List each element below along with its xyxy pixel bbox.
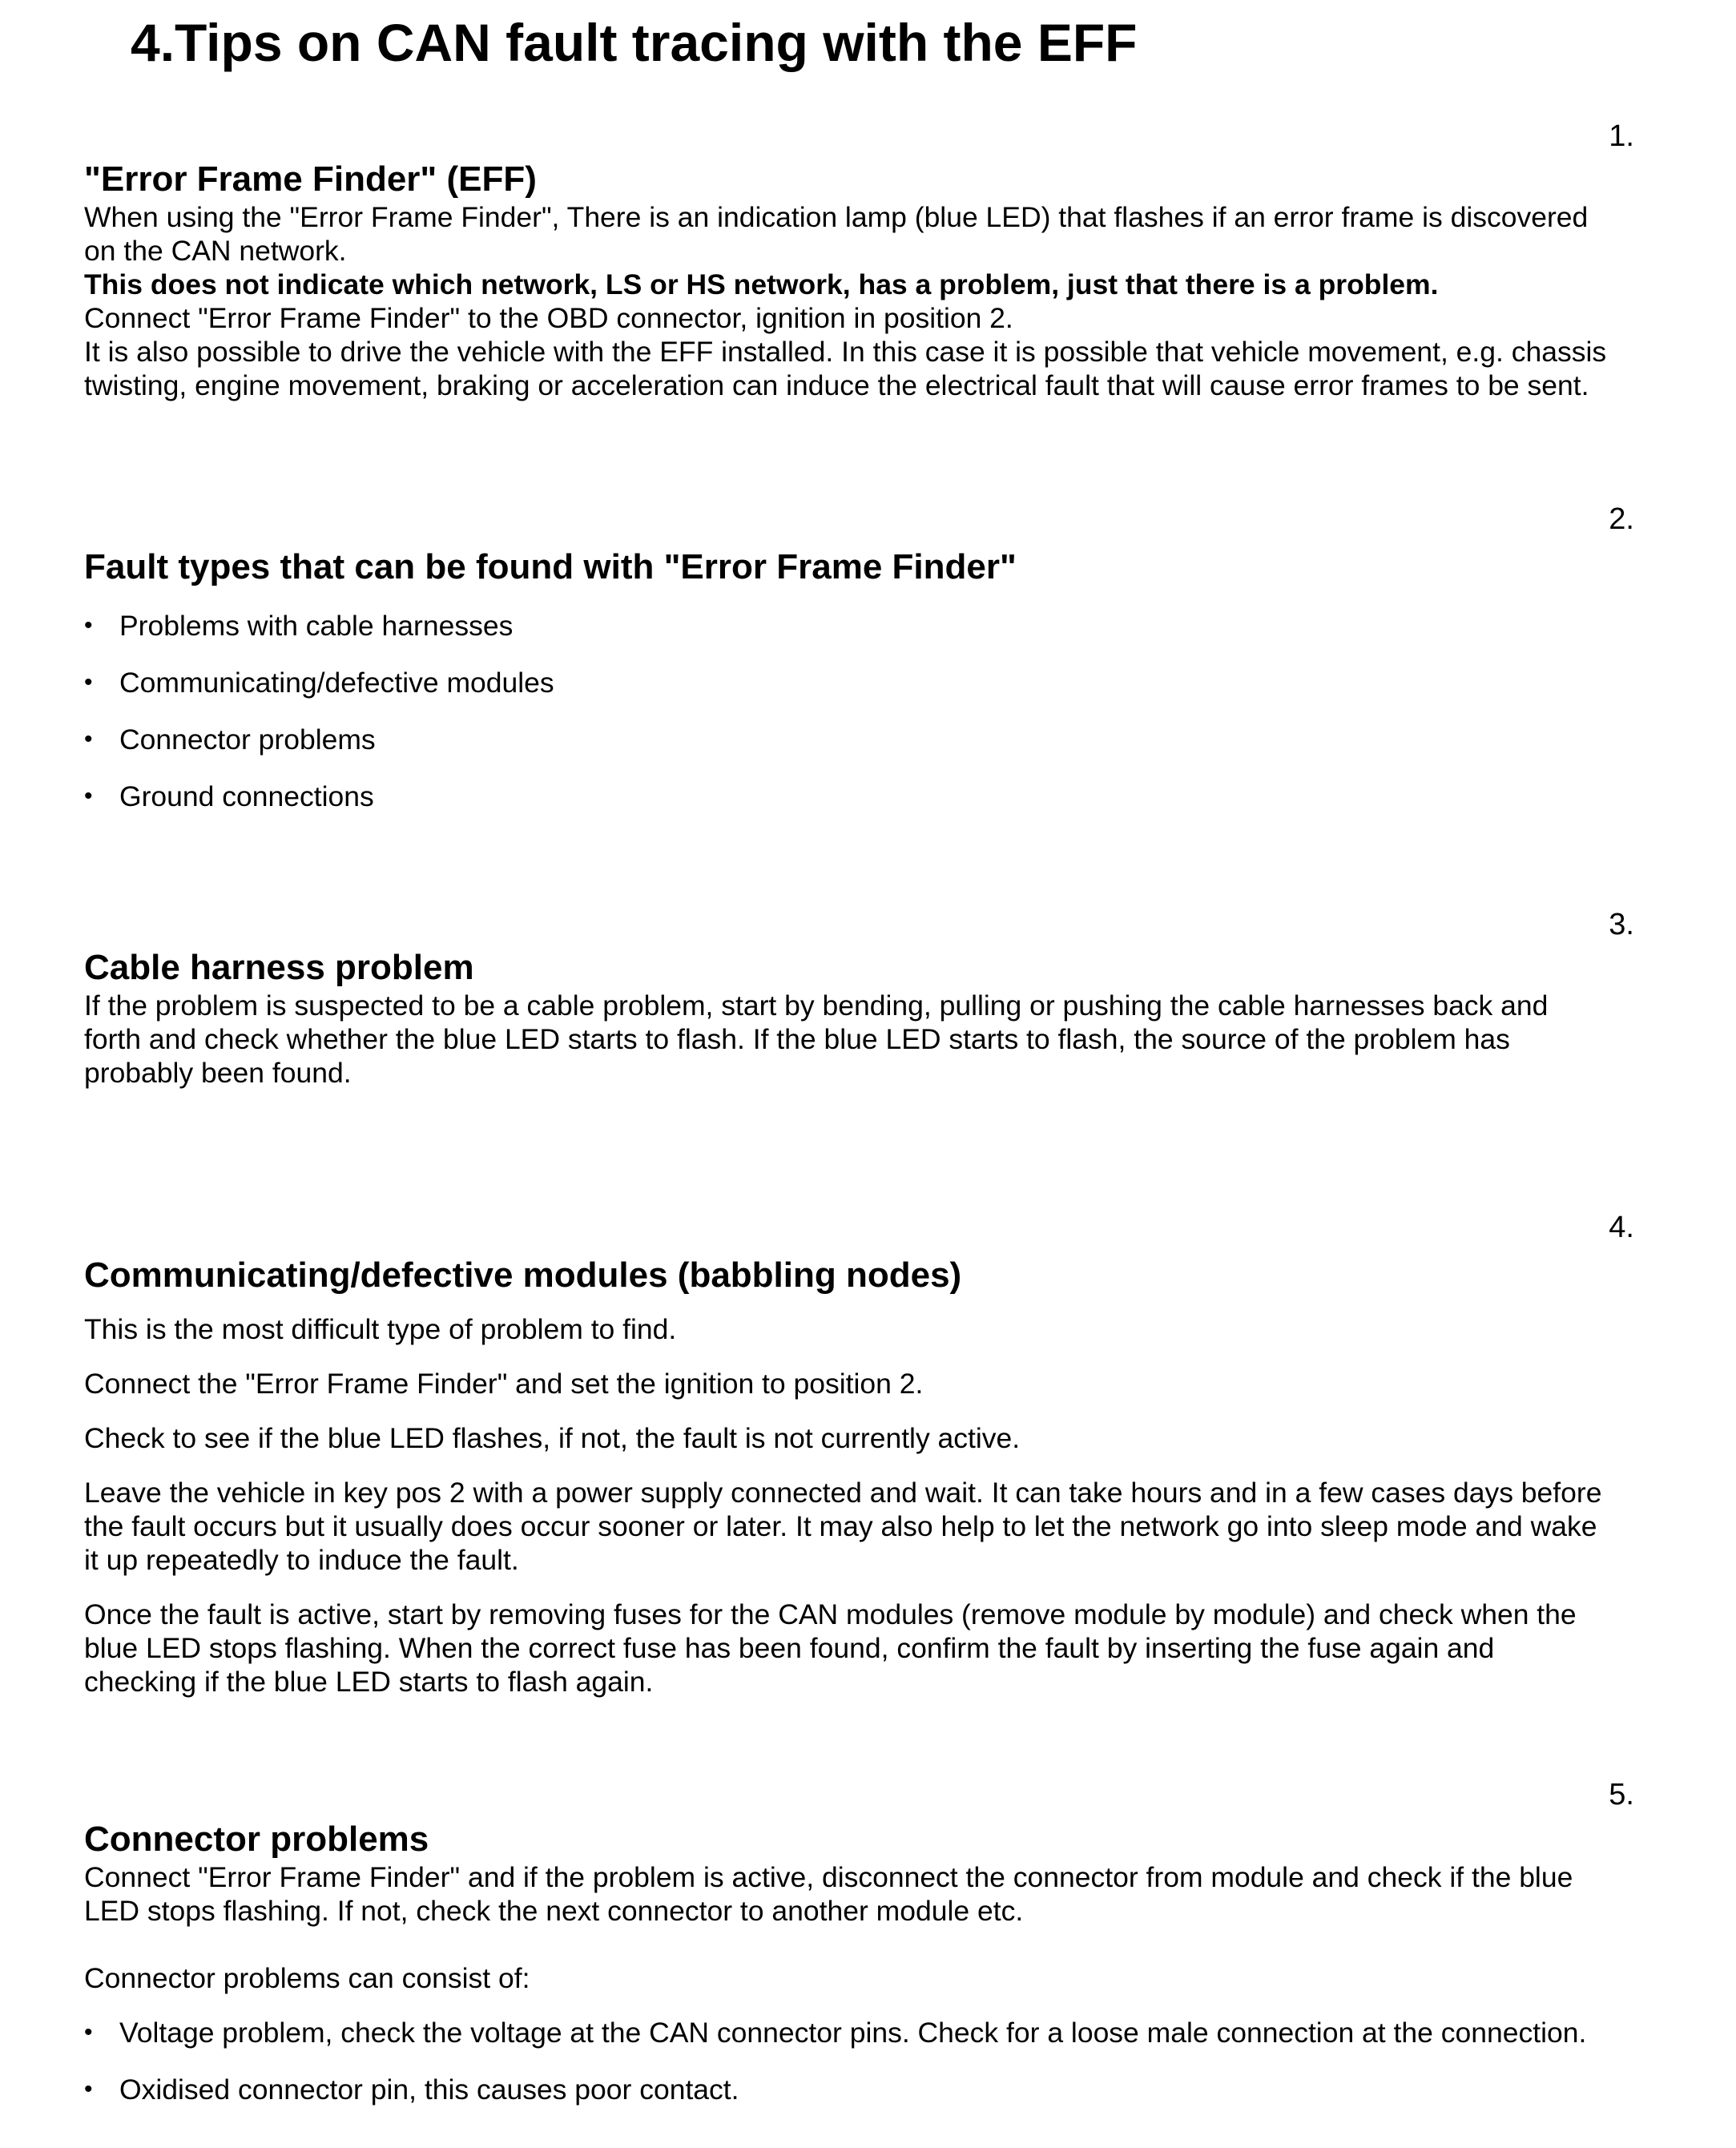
section-heading: Connector problems — [84, 1820, 429, 1859]
paragraph-line: If the problem is suspected to be a cable problem, start by bending, pulling or pushing the cable harnesses back and — [84, 989, 1549, 1022]
paragraph-line: Once the fault is active, start by removing fuses for the CAN modules (remove module by module) and check when the — [84, 1598, 1577, 1630]
list-item: • Oxidised connector pin, this causes poor contact. — [84, 2073, 739, 2106]
paragraph: Connect the "Error Frame Finder" and set the ignition to position 2. — [84, 1368, 924, 1400]
paragraph-line: blue LED stops flashing. When the correct fuse has been found, confirm the fault by inserting the fuse again and — [84, 1632, 1495, 1664]
section-heading: Fault types that can be found with "Error Frame Finder" — [84, 547, 1017, 586]
list-item: • Connector problems — [84, 723, 376, 756]
section-1 — [84, 119, 1682, 402]
paragraph-line: LED stops flashing. If not, check the next connector to another module etc. — [84, 1895, 1024, 1927]
section-number: 2. — [1609, 502, 1634, 536]
paragraph-line: it up repeatedly to induce the fault. — [84, 1544, 519, 1576]
paragraph-line: Leave the vehicle in key pos 2 with a power supply connected and wait. It can take hours and in a few cases days before — [84, 1477, 1602, 1509]
bullet-icon: • — [84, 2019, 93, 2045]
list-item: • Communicating/defective modules — [84, 667, 554, 699]
paragraph: Connector problems can consist of: — [84, 1962, 530, 1994]
bullet-icon: • — [84, 2076, 93, 2102]
page-title: 4.Tips on CAN fault tracing with the EFF — [131, 13, 1138, 72]
list-item: • Ground connections — [84, 780, 374, 812]
section-number: 3. — [1609, 908, 1634, 941]
bold-notice: This does not indicate which network, LS or HS network, has a problem, just that there is a problem. — [84, 268, 1439, 300]
section-3 — [84, 907, 1682, 1090]
bullet-icon: • — [84, 612, 93, 639]
list-item: • Voltage problem, check the voltage at the CAN connector pins. Check for a loose male connection at the connection. — [84, 2017, 1587, 2049]
section-number: 4. — [1609, 1211, 1634, 1244]
paragraph-line: the fault occurs but it usually does occur sooner or later. It may also help to let the network go into sleep mode and wake — [84, 1510, 1597, 1542]
paragraph-line: Connect "Error Frame Finder" and if the problem is active, disconnect the connector from module and check if the blue — [84, 1861, 1573, 1893]
paragraph-line: on the CAN network. — [84, 235, 347, 267]
paragraph: Check to see if the blue LED flashes, if not, the fault is not currently active. — [84, 1422, 1021, 1454]
paragraph-line: Connect "Error Frame Finder" to the OBD connector, ignition in position 2. — [84, 302, 1013, 334]
bullet-icon: • — [84, 669, 93, 695]
section-heading: "Error Frame Finder" (EFF) — [84, 159, 537, 199]
bullet-icon: • — [84, 783, 93, 809]
list-item: • Problems with cable harnesses — [84, 610, 514, 642]
paragraph: This is the most difficult type of problem to find. — [84, 1313, 677, 1345]
section-5 — [84, 1777, 1682, 2106]
paragraph-line: When using the "Error Frame Finder", There is an indication lamp (blue LED) that flashes if an error frame is discovered — [84, 201, 1589, 233]
section-2 — [84, 502, 1682, 813]
section-heading: Cable harness problem — [84, 948, 474, 987]
paragraph-line: probably been found. — [84, 1057, 352, 1089]
fault-type-list — [84, 609, 1682, 813]
section-heading: Communicating/defective modules (babbling nodes) — [84, 1255, 962, 1295]
section-number: 5. — [1609, 1778, 1634, 1811]
connector-problem-list — [84, 2016, 1682, 2106]
paragraph-line: It is also possible to drive the vehicle with the EFF installed. In this case it is possible that vehicle movement, e.g. chassis — [84, 336, 1607, 368]
bullet-icon: • — [84, 726, 93, 752]
section-4 — [84, 1210, 1682, 1699]
section-number: 1. — [1609, 119, 1634, 153]
paragraph-line: checking if the blue LED starts to flash again. — [84, 1666, 654, 1698]
paragraph-line: forth and check whether the blue LED starts to flash. If the blue LED starts to flash, the source of the problem has — [84, 1023, 1510, 1055]
paragraph-line: twisting, engine movement, braking or acceleration can induce the electrical fault that will cause error frames to be sent. — [84, 369, 1589, 401]
